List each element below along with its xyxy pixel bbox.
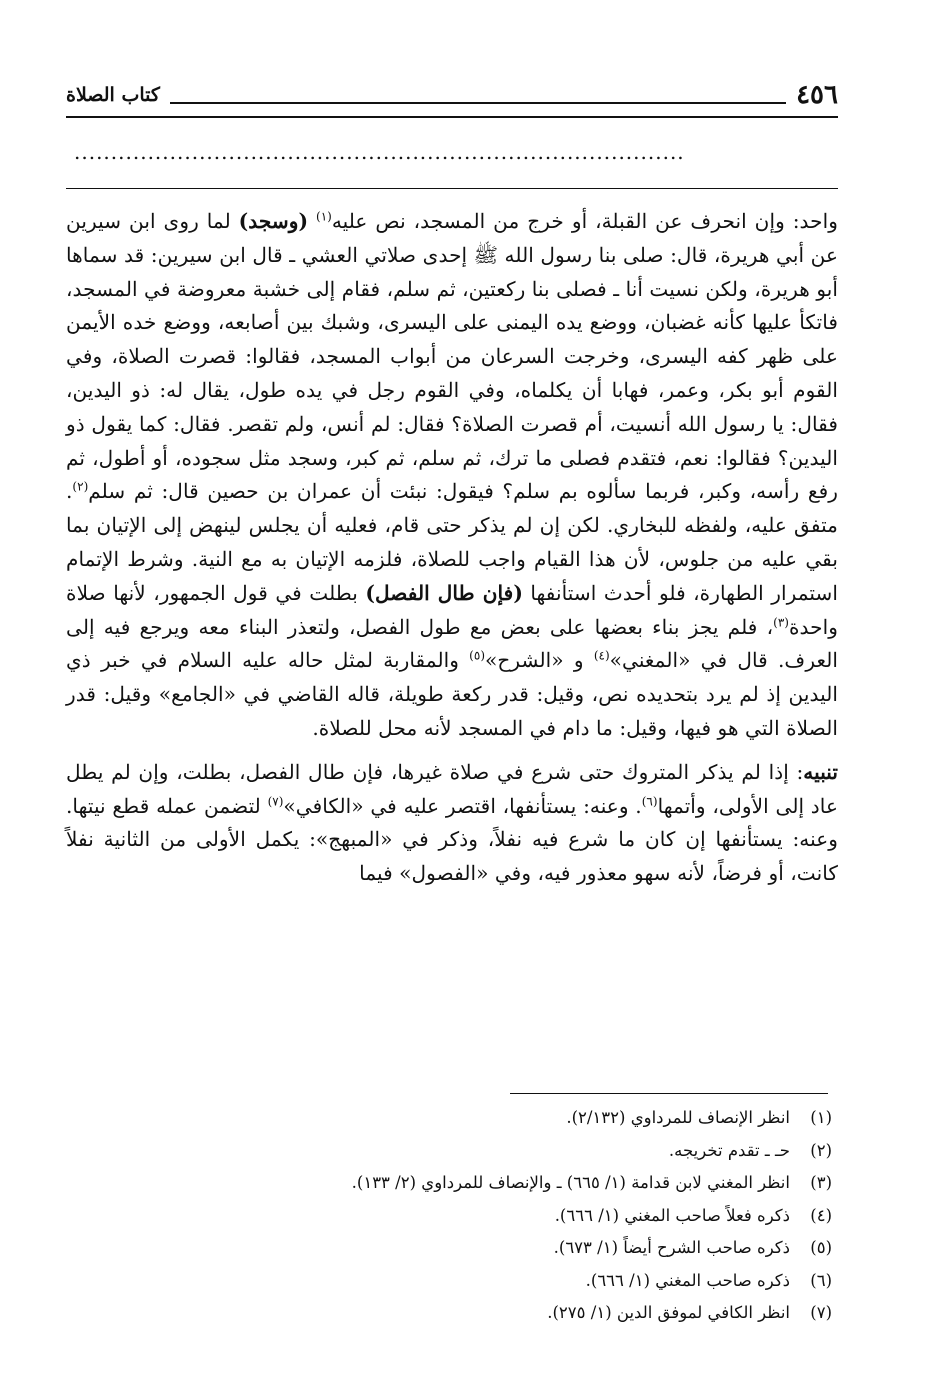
footnote-number: (٤) (810, 1205, 832, 1225)
footnote-text: حـ ـ تقدم تخريجه. (668, 1140, 790, 1160)
footnotes (66, 1102, 832, 1330)
footnote-number: (٢) (810, 1140, 832, 1160)
footnote-ref-5: (٥) (469, 648, 485, 663)
text-run: واحد: وإن انحرف عن القبلة، أو خرج من المسجد، نص عليه (331, 209, 838, 233)
page-number: ٤٥٦ (796, 80, 838, 110)
footnote-number: (١) (810, 1108, 832, 1127)
running-title: كتاب الصلاة (66, 84, 160, 106)
footnote-ref-4: (٤) (593, 648, 610, 663)
footnote-ref-7: (٧) (267, 793, 284, 808)
text-run: ، فلم يجز بناء بعضها على بعض مع طول الفصل، ولتعذر البناء معه ويرجع فيه إلى العرف. قال في «المغني» (66, 614, 838, 673)
footnote (66, 1200, 832, 1233)
text-run: لما روى ابن سيرين عن أبي هريرة، قال: صلى بنا رسول الله ﷺ إحدى صلاتي العشي ـ قال ابن سيرين: قد سماها أبو هريرة، ولكن نسيت أنا ـ فصلى بنا ركعتين، ثم سلم، فقام إلى خشبة معروضة في المسجد، فاتكأ عليها كأنه غضبان، ووضع يده اليمنى على اليسرى، وشبك بين أصابعه، ووضع خده الأيمن على ظهر كفه اليسرى، وخرجت السرعان من أبواب المسجد، فقالوا: قصرت الصلاة، وفي القوم أبو بكر، وعمر، فهابا أن يكلماه، وفي القوم رجل في يده طول، يقال له: ذو اليدين، فقال: يا رسول الله أنسيت، أم قصرت الصلاة؟ فقال: لم أنس، ولم تقصر. فقال: كما يقول ذو اليدين؟ فقالوا: نعم، فتقدم فصلى ما ترك، ثم سلم، ثم كبر، وسجد مثل سجوده، أو أطول، ثم رفع رأسه، وكبر، فربما سألوه بم سلم؟ فيقول: نبئت أن عمران بن حصين قال: ثم سلم (66, 209, 839, 504)
text-run: والمقاربة لمثل حاله عليه السلام في خبر ذي اليدين إذ لم يرد بتحديده نص، وقيل: قدر ركعة طويلة، قاله القاضي في «الجامع» وقيل: قدر الصلاة التي هو فيها، وقيل: ما دام في المسجد لأنه محل للصلاة. (66, 648, 838, 740)
header-rule (170, 102, 786, 104)
text-run: . وعنه: يستأنفها، اقتصر عليه في «الكافي» (283, 793, 642, 818)
omission-dots: ................................................................................... (74, 140, 685, 164)
text-run: لتضمن عمله قطع نيتها. وعنه: يستأنفها إن كان ما شرع فيه نفلاً، وذكر في «المبهج»: يكمل الأولى من الثانية نفلاً كانت، أو فرضاً، لأنه سهو معذور فيه، وفي «الفصول» فيما (66, 793, 838, 886)
section-divider (66, 188, 838, 189)
main-text (66, 205, 838, 891)
footnote (66, 1135, 832, 1168)
text-run: . متفق عليه، ولفظه للبخاري. لكن إن لم يذكر حتى قام، فعليه أن يجلس لينهض إلى الإتيان بما بقي عليه من جلوس، لأن هذا القيام واجب للصلاة، فلزمه الإتيان به مع النية. وشرط الإتمام استمرار الطهارة، فلو أحدث استأنفها (66, 479, 839, 605)
footnote-number: (٦) (810, 1270, 832, 1290)
header-divider (66, 116, 838, 118)
footnote-ref-6: (٦) (641, 793, 658, 808)
bold-term: (وسجد) (238, 209, 309, 233)
footnote (66, 1265, 832, 1298)
footnote (66, 1167, 832, 1200)
footnote-divider (510, 1093, 828, 1094)
footnote-text: انظر الإنصاف للمرداوي (٢/١٣٢). (566, 1108, 790, 1127)
footnote (66, 1297, 832, 1330)
page-header (66, 78, 838, 110)
footnote-text: ذكره فعلاً صاحب المغني (١/ ٦٦٦). (554, 1205, 790, 1225)
footnote-ref-3: (٣) (773, 614, 789, 629)
paragraph-2 (66, 756, 838, 891)
footnote (66, 1232, 832, 1265)
text-run: : إذا لم يذكر المتروك حتى شرع في صلاة غيرها، فإن طال الفصل، بطلت، وإن لم يطل عاد إلى الأولى، وأتمها (66, 759, 838, 818)
footnote-text: ذكره صاحب الشرح أيضاً (١/ ٦٧٣). (553, 1238, 790, 1257)
footnote-text: انظر المغني لابن قدامة (١/ ٦٦٥) ـ والإنصاف للمرداوي (٢/ ١٣٣). (351, 1173, 790, 1192)
footnote (66, 1102, 832, 1135)
footnote-text: انظر الكافي لموفق الدين (١/ ٢٧٥). (547, 1303, 790, 1322)
text-run: و «الشرح» (485, 648, 594, 673)
footnote-number: (٧) (810, 1303, 832, 1322)
bold-term: (فإن طال الفصل) (365, 580, 523, 605)
footnote-ref-2: (٢) (72, 479, 89, 494)
paragraph-1 (66, 205, 838, 746)
text-run: بطلت في قول الجمهور، لأنها صلاة واحدة (66, 580, 838, 639)
bold-term: تنبيه (803, 759, 838, 784)
footnote-number: (٥) (810, 1238, 832, 1257)
footnote-text: ذكره صاحب المغني (١/ ٦٦٦). (585, 1270, 790, 1290)
footnote-ref-1: (١) (316, 209, 332, 224)
footnote-number: (٣) (810, 1173, 832, 1192)
